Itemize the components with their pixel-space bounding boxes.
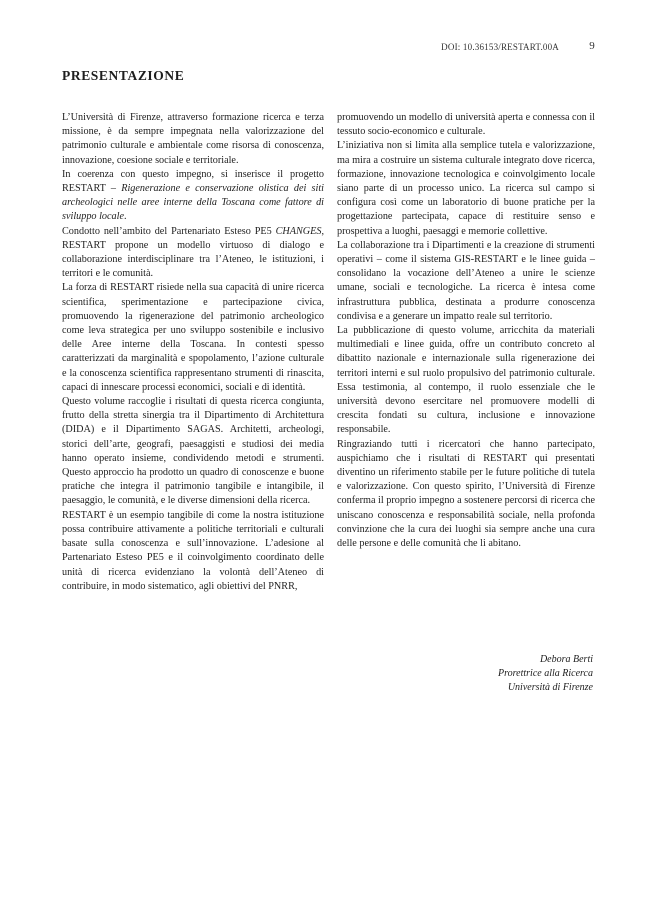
signature-institution: Università di Firenze	[507, 682, 593, 693]
text-run: La pubblicazione di questo volume, arricchita da materiali multimediali e linee guida, offre un contributo concreto al dibattito nazionale e internazionale sulla rigenerazione dei territori interni e sul ruolo propulsivo del patrimonio culturale. Essa testimonia, al contempo, il ruolo essenziale che le università devono esercitare nel promuovere modelli di crescita fondati su cultura, inclusione e innovazione responsabile.	[337, 325, 595, 436]
text-run: In coerenza con questo impegno, si inserisce il progetto RESTART –	[62, 168, 324, 195]
paragraph	[337, 438, 595, 552]
text-run: Condotto nell’ambito del Partenariato Esteso PE5	[62, 225, 276, 237]
page-header	[62, 41, 595, 55]
text-run: Questo volume raccoglie i risultati di questa ricerca congiunta, frutto della stretta sinergia tra il Dipartimento di Architettura (DIDA) e il Dipartimento SAGAS. Architetti, archeologi, storici dell’arte, geografi, paesaggisti e studiosi dei media hanno operato insieme, condividendo metodi e strumenti. Questo approccio ha prodotto un quadro di conoscenze e buone pratiche che integra il patrimonio tangibile e intangibile, il paesaggio, le comunità, e le diverse dimensioni della ricerca.	[62, 396, 324, 507]
text-run: , RESTART propone un modello virtuoso di dialogo e collaborazione interdisciplinare tra l’Ateneo, le istituzioni, i territori e le comunità.	[62, 225, 324, 280]
paragraph	[337, 324, 595, 438]
text-run: promuovendo un modello di università aperta e connessa con il tessuto socio-economico e culturale.	[337, 112, 595, 138]
text-run: Ringraziando tutti i ricercatori che hanno partecipato, auspichiamo che i risultati di RESTART qui presentati diventino un riferimento stabile per le future politiche di tutela e valorizzazione. Con questo spirito, l’Università di Firenze conferma il proprio impegno a sostenere percorsi di ricerca che uniscano conoscenza e responsabilità sociale, nella profonda convinzione che la cura dei luoghi sia sempre anche una cura delle persone e delle comunità che li abitano.	[337, 438, 595, 550]
paragraph	[62, 395, 324, 509]
paragraph	[62, 111, 324, 168]
text-run: La collaborazione tra i Dipartimenti e la creazione di strumenti operativi – come il sistema GIS-RESTART e le linee guida – consolidano la vocazione dell’Ateneo a unire le scienze umane, sociali e tecnologiche. La ricerca è intesa come infrastruttura pubblica, destinata a produrre conoscenza condivisa e a generare un impatto reale sul territorio.	[337, 239, 595, 322]
paragraph	[62, 225, 324, 282]
signature-name: Debora Berti	[539, 654, 593, 665]
left-text-column	[62, 111, 324, 594]
signature-block	[498, 653, 593, 695]
text-run: RESTART è un esempio tangibile di come la nostra istituzione possa contribuire attivamente a politiche territoriali e culturali basate sulla conoscenza e sull’innovazione. L’adesione al Partenariato Esteso PE5 e il coinvolgimento coordinato delle unità di ricerca evidenziano la volontà dell’Ateneo di contribuire, in modo sistematico, agli obiettivi del PNRR,	[62, 509, 324, 592]
italic-text: Rigenerazione e conservazione olistica dei siti archeologici nelle aree interne della Toscana come fattore di sviluppo locale	[62, 183, 325, 223]
text-run: La forza di RESTART risiede nella sua capacità di unire ricerca scientifica, sperimentazione e partecipazione civica, promuovendo la rigenerazione del patrimonio archeologico come leva strategica per uno sviluppo sostenibile e inclusivo delle Aree interne della Toscana. In contesti spesso caratterizzati da marginalità e spopolamento, l’azione culturale e la conoscenza scientifica rappresentano strumenti di rinascita, capaci di innescare processi economici, sociali e di identità.	[62, 282, 324, 393]
text-run: L’Università di Firenze, attraverso formazione ricerca e terza missione, è da sempre impegnata nella valorizzazione del patrimonio culturale e ambientale come risorsa di conoscenza, innovazione, coesione sociale e territoriale.	[62, 112, 324, 166]
paragraph	[337, 239, 595, 324]
paragraph	[337, 139, 595, 238]
paragraph	[62, 168, 324, 225]
text-run: L’iniziativa non si limita alla semplice tutela e valorizzazione, ma mira a costruire un sistema culturale integrato dove ricerca, formazione, innovazione tecnologica e coinvolgimento locale siano parte di un processo unico. La ricerca sul campo si configura così come un laboratorio di buone pratiche per la progettazione partecipata, capace di restituire senso e prospettiva a luoghi, paesaggi e memorie collettive.	[337, 140, 595, 237]
right-text-column	[337, 111, 595, 551]
page-title: PRESENTAZIONE	[62, 68, 185, 83]
paragraph	[337, 111, 595, 139]
italic-text: CHANGES	[275, 225, 322, 237]
paragraph	[62, 509, 324, 594]
signature-role: Prorettrice alla Ricerca	[498, 668, 593, 679]
page-number: 9	[589, 40, 595, 52]
doi-label: DOI: 10.36153/RESTART.00A	[441, 42, 559, 52]
text-run: .	[123, 211, 127, 223]
paragraph	[62, 281, 324, 395]
